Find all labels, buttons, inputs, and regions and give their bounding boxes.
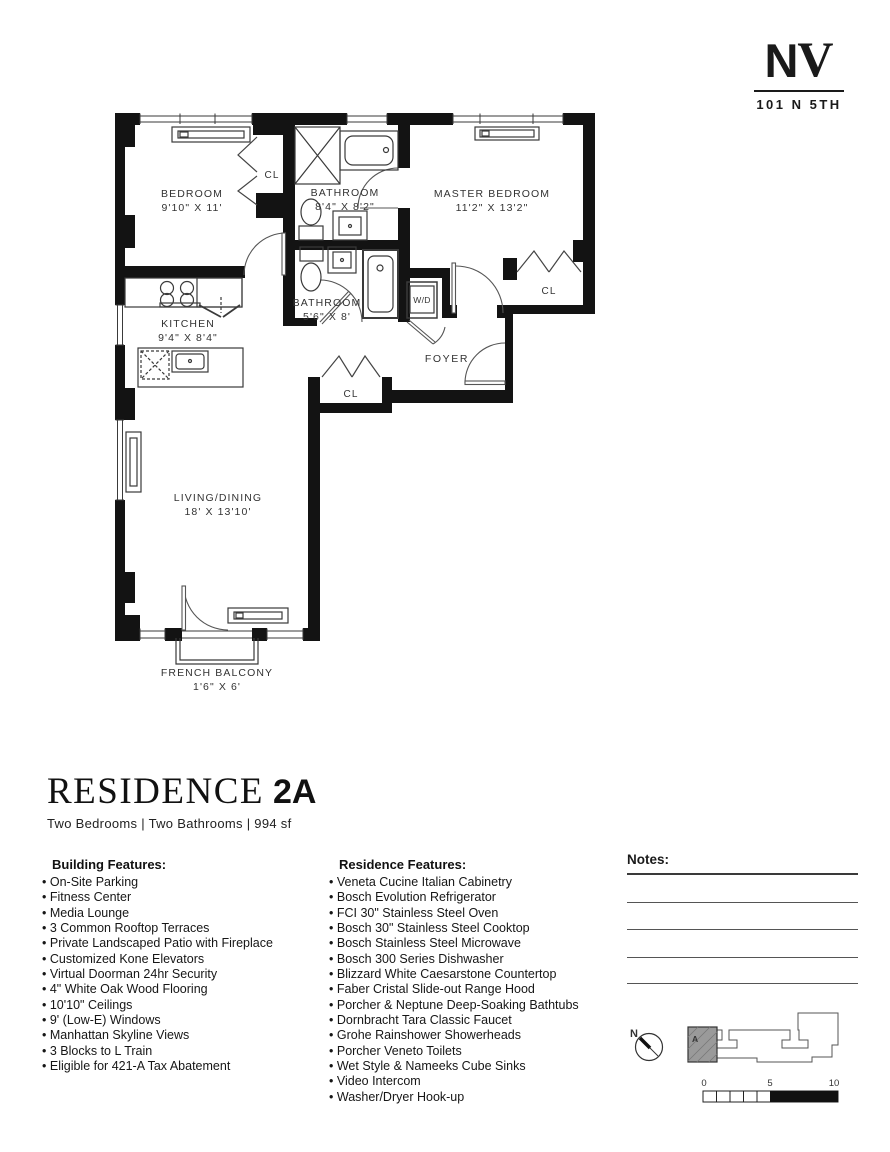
scale-0-label: 0 (701, 1078, 707, 1089)
feature-item: • Veneta Cucine Italian Cabinetry (329, 875, 614, 890)
building-logo (754, 31, 844, 112)
residence-features-section (329, 857, 614, 1105)
feature-item: • 4" White Oak Wood Flooring (42, 982, 327, 997)
feature-item: • 3 Common Rooftop Terraces (42, 921, 327, 936)
logo-letter-n: N (764, 34, 797, 87)
compass-n-label: N (630, 1028, 638, 1040)
feature-item: • Bosch Stainless Steel Microwave (329, 936, 614, 951)
feature-item: • Fitness Center (42, 890, 327, 905)
bathroom1-label: BATHROOM (310, 187, 380, 199)
feature-item: • Bosch 30" Stainless Steel Cooktop (329, 921, 614, 936)
feature-item: • Blizzard White Caesarstone Countertop (329, 967, 614, 982)
foyer-closet-label: CL (343, 389, 359, 400)
key-plan-unit-label: A (692, 1034, 699, 1044)
notes-line (627, 958, 858, 984)
feature-item: • Media Lounge (42, 906, 327, 921)
notes-line (627, 903, 858, 930)
feature-item: • Video Intercom (329, 1074, 614, 1089)
residence-features-heading: Residence Features: (339, 857, 467, 872)
feature-item: • FCI 30" Stainless Steel Oven (329, 906, 614, 921)
notes-label: Notes: (627, 852, 858, 875)
feature-item: • Bosch Evolution Refrigerator (329, 890, 614, 905)
feature-item: • Grohe Rainshower Showerheads (329, 1028, 614, 1043)
french-balcony-dims: 1'6" X 6' (193, 681, 241, 693)
scale-bar (701, 1078, 839, 1102)
feature-item: • Dornbracht Tara Classic Faucet (329, 1013, 614, 1028)
feature-item: • Customized Kone Elevators (42, 952, 327, 967)
kitchen-dims: 9'4" X 8'4" (158, 332, 218, 344)
feature-item: • Virtual Doorman 24hr Security (42, 967, 327, 982)
feature-item: • Eligible for 421-A Tax Abatement (42, 1059, 327, 1074)
feature-item: • Private Landscaped Patio with Fireplace (42, 936, 327, 951)
logo-divider (754, 90, 844, 92)
feature-item: • Porcher & Neptune Deep-Soaking Bathtubs (329, 998, 614, 1013)
bedroom-label: BEDROOM (161, 188, 223, 200)
feature-item: • Porcher Veneto Toilets (329, 1044, 614, 1059)
unit-number: 2A (273, 773, 317, 811)
bathroom1-dims: 8'4" X 8'2" (315, 201, 375, 213)
logo-letter-v: V (797, 31, 834, 87)
french-balcony-label: FRENCH BALCONY (160, 667, 274, 679)
residence-features-list (329, 875, 614, 1105)
scale-10-label: 10 (828, 1078, 840, 1089)
logo-address: 101 N 5TH (756, 97, 842, 112)
scale-5-label: 5 (767, 1078, 773, 1089)
page-title (47, 770, 316, 813)
kitchen-label: KITCHEN (161, 318, 215, 330)
unit-summary: Two Bedrooms | Two Bathrooms | 994 sf (47, 816, 292, 831)
notes-section (627, 852, 858, 984)
key-plan (688, 1013, 838, 1062)
residence-word: RESIDENCE (47, 771, 264, 812)
washer-dryer-label: W/D (413, 295, 431, 305)
living-dining-label: LIVING/DINING (173, 492, 263, 504)
bedroom-dims: 9'10" X 11' (161, 202, 223, 214)
building-features-list (42, 875, 327, 1074)
feature-item: • Faber Cristal Slide-out Range Hood (329, 982, 614, 997)
feature-item: • 10'10" Ceilings (42, 998, 327, 1013)
master-bedroom-dims: 11'2" X 13'2" (455, 202, 529, 214)
feature-item: • 9' (Low-E) Windows (42, 1013, 327, 1028)
bathroom2-dims: 5'6" X 8' (303, 311, 351, 323)
feature-item: • Manhattan Skyline Views (42, 1028, 327, 1043)
living-dining-dims: 18' X 13'10' (184, 506, 252, 518)
building-features-heading: Building Features: (52, 857, 167, 872)
building-features-section (42, 857, 327, 1074)
notes-line (627, 875, 858, 903)
bedroom-closet-label: CL (264, 170, 280, 181)
feature-item: • Bosch 300 Series Dishwasher (329, 952, 614, 967)
master-bedroom-label: MASTER BEDROOM (433, 188, 551, 200)
feature-item: • Wet Style & Nameeks Cube Sinks (329, 1059, 614, 1074)
bathroom2-label: BATHROOM (292, 297, 362, 309)
feature-item: • 3 Blocks to L Train (42, 1044, 327, 1059)
logo-nv (754, 31, 844, 87)
foyer-label: FOYER (424, 353, 470, 365)
feature-item: • On-Site Parking (42, 875, 327, 890)
notes-line (627, 930, 858, 958)
feature-item: • Washer/Dryer Hook-up (329, 1090, 614, 1105)
master-closet-label: CL (541, 286, 557, 297)
compass-icon (630, 1028, 662, 1061)
